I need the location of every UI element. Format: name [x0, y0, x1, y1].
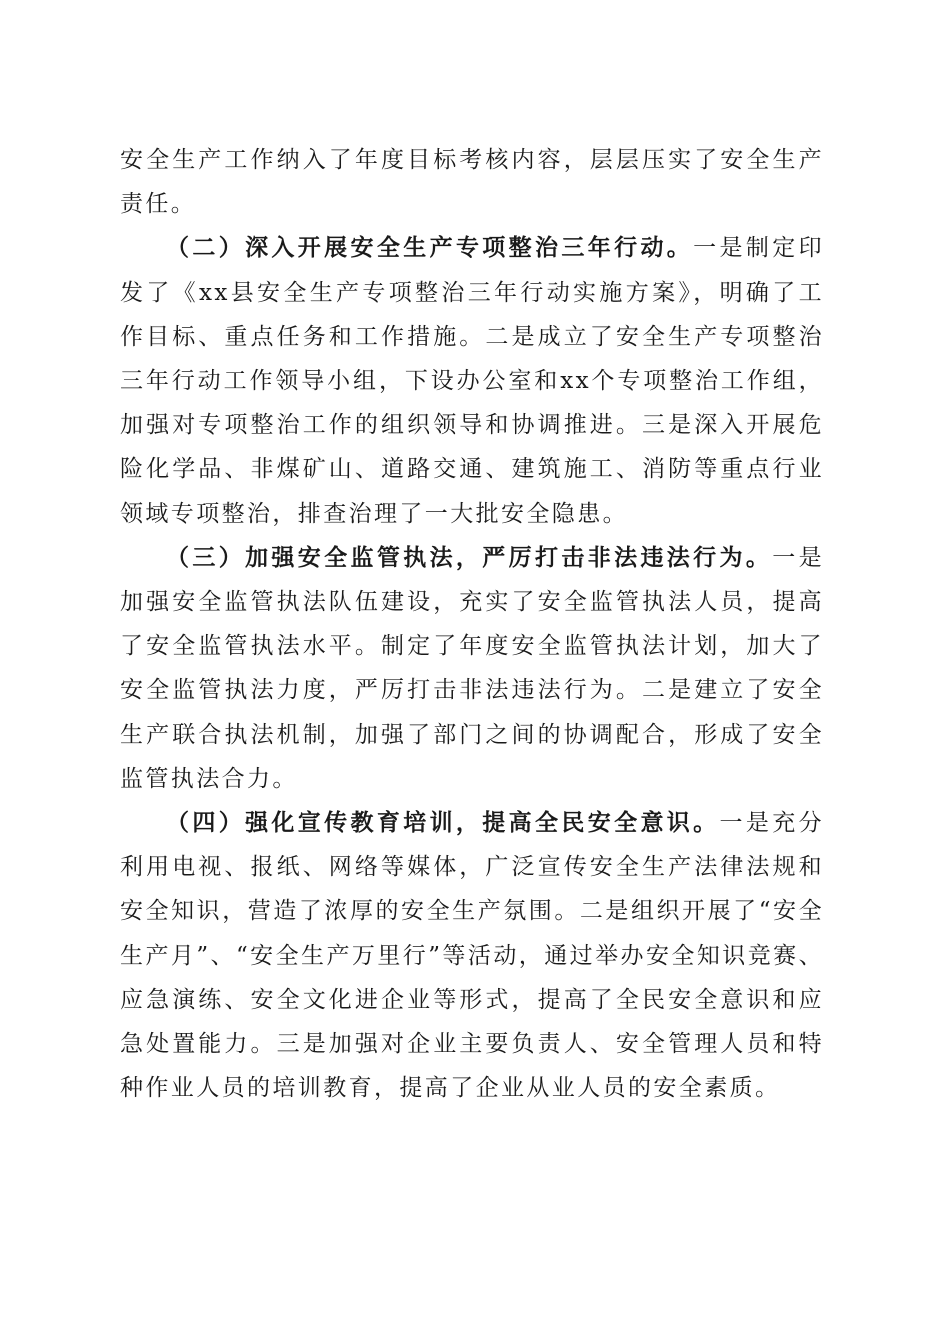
section-heading: （三）加强安全监管执法，严厉打击非法违法行为。 [166, 543, 773, 571]
paragraph-body: 安全生产工作纳入了年度目标考核内容，层层压实了安全生产责任。 [120, 147, 824, 218]
section-heading: （四）强化宣传教育培训，提高全民安全意识。 [166, 809, 720, 837]
paragraph-body: 一是加强安全监管执法队伍建设，充实了安全监管执法人员，提高了安全监管执法水平。制定了年度安全监管执法计划，加大了安全监管执法力度，严厉打击非法违法行为。二是建立了安全生产联合执法机制，加强了部门之间的协调配合，形成了安全监管执法合力。 [120, 544, 824, 792]
paragraph-section-2 [120, 226, 824, 535]
paragraph-continuation [120, 138, 824, 226]
paragraph-body: 一是制定印发了《xx县安全生产专项整治三年行动实施方案》，明确了工作目标、重点任务和工作措施。二是成立了安全生产专项整治三年行动工作领导小组，下设办公室和xx个专项整治工作组，加强对专项整治工作的组织领导和协调推进。三是深入开展危险化学品、非煤矿山、道路交通、建筑施工、消防等重点行业领域专项整治，排查治理了一大批安全隐患。 [120, 235, 825, 527]
paragraph-body: 一是充分利用电视、报纸、网络等媒体，广泛宣传安全生产法律法规和安全知识，营造了浓厚的安全生产氛围。二是组织开展了“安全生产月”、“安全生产万里行”等活动，通过举办安全知识竞赛、应急演练、安全文化进企业等形式，提高了全民安全意识和应急处置能力。三是加强对企业主要负责人、安全管理人员和特种作业人员的培训教育，提高了企业从业人员的安全素质。 [120, 810, 824, 1102]
paragraph-section-3 [120, 536, 824, 801]
paragraph-section-4 [120, 801, 824, 1110]
section-heading: （二）深入开展安全生产专项整治三年行动。 [166, 234, 694, 262]
document-body [120, 138, 824, 1110]
